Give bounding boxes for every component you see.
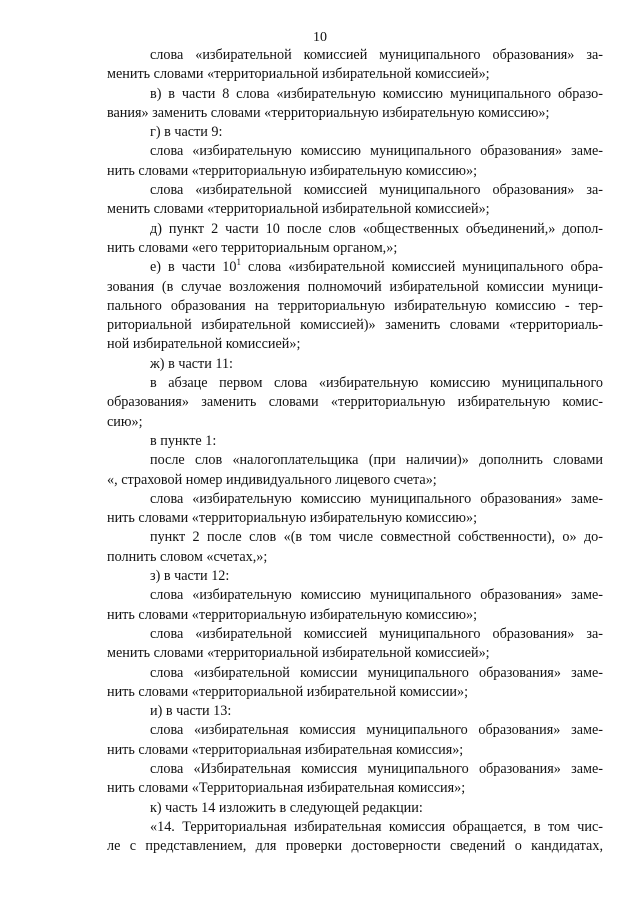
text-line-content: нить словами «территориальную избирательную комиссию»;	[107, 162, 478, 179]
text-line-content: д) пункт 2 части 10 после слов «общественных объединений,» допол-	[150, 220, 603, 237]
text-line	[107, 181, 603, 200]
text-line-content: слова «избирательную комиссию муниципального образования» заме-	[150, 490, 603, 507]
text-line-content: слова «избирательной комиссии муниципального образования» заме-	[150, 664, 603, 681]
text-line-content: нить словами «территориальная избирательная комиссия»;	[107, 741, 464, 758]
text-line	[107, 567, 603, 586]
text-line	[107, 586, 603, 605]
text-line-content: менить словами «территориальной избирательной комиссией»;	[107, 201, 490, 218]
text-line-content: зования (в случае возложения полномочий избирательной комиссии муници-	[107, 278, 603, 295]
text-line	[107, 760, 603, 779]
text-line-content: пального образования на территориальную избирательную комиссию - тер-	[107, 297, 603, 314]
text-line	[107, 664, 603, 683]
text-line-content: «, страховой номер индивидуального лицевого счета»;	[107, 471, 437, 488]
text-line	[107, 625, 603, 644]
text-line	[107, 413, 603, 432]
text-line	[107, 471, 603, 490]
text-line-content: слова «избирательную комиссию муниципального образования» заме-	[150, 587, 603, 604]
text-line	[107, 702, 603, 721]
text-line	[107, 278, 603, 297]
text-line	[107, 258, 603, 277]
text-line	[107, 220, 603, 239]
text-line-content: слова «избирательной комиссией муниципального образования» за-	[150, 47, 603, 63]
text-line	[107, 104, 603, 123]
text-line	[107, 239, 603, 258]
text-line-content: в) в части 8 слова «избирательную комиссию муниципального образо-	[150, 85, 603, 102]
text-line	[107, 451, 603, 470]
superscript: 1	[236, 257, 241, 268]
text-line	[107, 374, 603, 393]
text-line	[107, 85, 603, 104]
text-line-content: нить словами «Территориальная избирательная комиссия»;	[107, 780, 466, 797]
text-line	[107, 644, 603, 663]
text-line	[107, 123, 603, 142]
text-line-content: менить словами «территориальной избирательной комиссией»;	[107, 66, 490, 83]
text-line-content: слова «избирательной комиссией муниципального образования» за-	[150, 625, 603, 642]
text-line-content: вания» заменить словами «территориальную избирательную комиссию»;	[107, 104, 550, 121]
text-line	[107, 818, 603, 837]
text-line	[107, 297, 603, 316]
text-line-content: и) в части 13:	[150, 703, 232, 720]
text-line-content: пункт 2 после слов «(в том числе совместной собственности), о» до-	[150, 529, 603, 546]
text-line	[107, 741, 603, 760]
text-line	[107, 509, 603, 528]
text-line	[107, 799, 603, 818]
text-line-content: нить словами «территориальную избирательную комиссию»;	[107, 606, 478, 623]
text-line	[107, 200, 603, 219]
text-line	[107, 355, 603, 374]
text-line-content: ле с представлением, для проверки достоверности сведений о кандидатах,	[107, 838, 603, 855]
text-line-content: слова «избирательная комиссия муниципального образования» заме-	[150, 722, 603, 739]
text-line	[107, 779, 603, 798]
text-line-content: нить словами «его территориальным органом,»;	[107, 239, 398, 256]
text-line-content: слова «избирательной комиссией муниципального образования» за-	[150, 182, 603, 199]
text-line-content: в пункте 1:	[150, 432, 217, 449]
text-line	[107, 162, 603, 181]
text-line-content: «14. Территориальная избирательная комиссия обращается, в том чис-	[150, 818, 603, 835]
text-line	[107, 606, 603, 625]
text-line	[107, 490, 603, 509]
text-line-content: е) в части 10	[150, 259, 237, 276]
text-line-content: образования» заменить словами «территориальную избирательную комис-	[107, 394, 603, 411]
text-line	[107, 432, 603, 451]
text-line-content: нить словами «территориальную избирательную комиссию»;	[107, 510, 478, 527]
text-line-content: сию»;	[107, 413, 143, 430]
page-number: 10	[313, 30, 327, 45]
text-line	[107, 683, 603, 702]
text-line-continuation: слова «избирательной комиссией муниципального обра-	[240, 259, 603, 276]
text-line	[107, 316, 603, 335]
text-line-content: ж) в части 11:	[150, 355, 233, 372]
text-line-content: слова «избирательную комиссию муниципального образования» заме-	[150, 143, 603, 160]
text-line-content: менить словами «территориальной избирательной комиссией»;	[107, 645, 490, 662]
text-line	[107, 393, 603, 412]
text-line-content: риториальной избирательной комиссией)» заменить словами «территориаль-	[107, 317, 603, 334]
text-line	[107, 837, 603, 856]
text-line	[107, 721, 603, 740]
text-line	[107, 528, 603, 547]
text-line-content: г) в части 9:	[150, 124, 223, 141]
text-line	[107, 65, 603, 84]
text-line	[107, 548, 603, 567]
text-line-content: к) часть 14 изложить в следующей редакции:	[150, 799, 423, 816]
document-body	[107, 46, 603, 856]
text-line	[107, 335, 603, 354]
text-line-content: ной избирательной комиссией»;	[107, 336, 301, 353]
text-line-content: в абзаце первом слова «избирательную комиссию муниципального	[150, 375, 603, 392]
text-line	[107, 142, 603, 161]
text-line-content: после слов «налогоплательщика (при наличии)» дополнить словами	[150, 452, 603, 469]
text-line-content: нить словами «территориальной избирательной комиссии»;	[107, 683, 469, 700]
text-line	[107, 46, 603, 65]
text-line-content: слова «Избирательная комиссия муниципального образования» заме-	[150, 760, 603, 777]
text-line-content: з) в части 12:	[150, 568, 230, 585]
text-line-content: полнить словом «счетах,»;	[107, 548, 268, 565]
